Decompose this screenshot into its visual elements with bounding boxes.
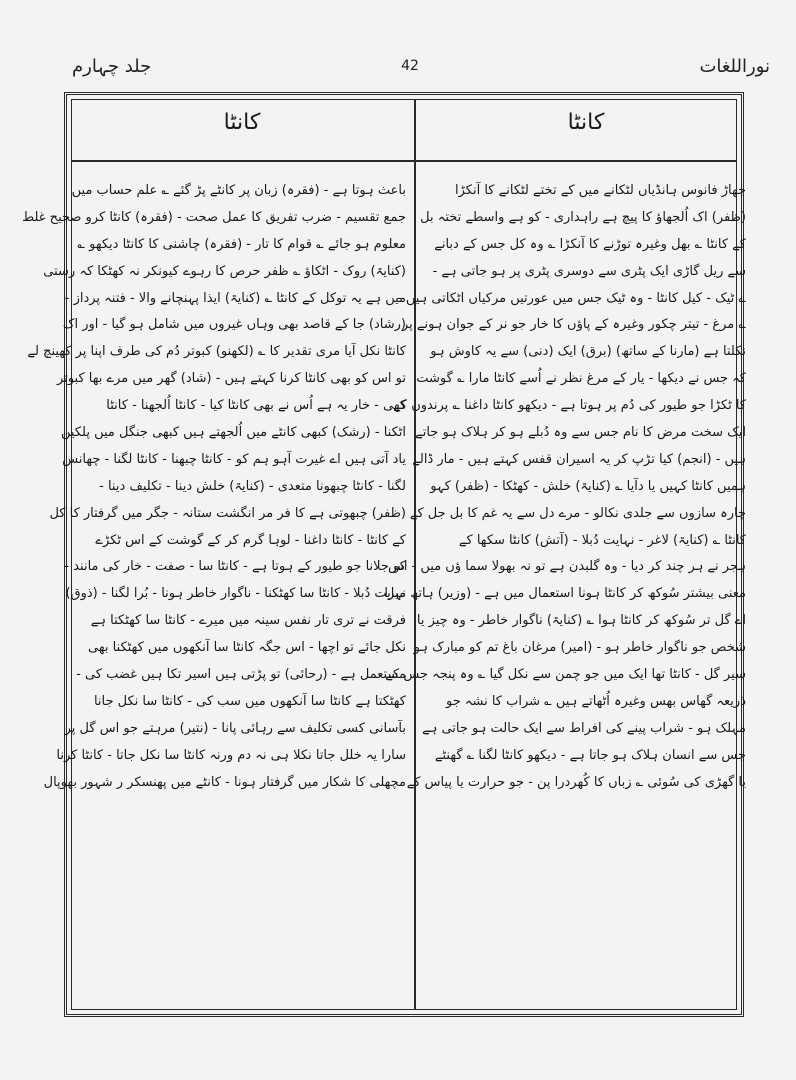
left-column-line: (کنایۃ) روک - اٹکاؤ ؎ ظفر حرص کا رہوے کیونکر نہ کھٹکا کہ رستی bbox=[43, 263, 406, 279]
left-column-line: کو جلانا جو طیور کے ہوتا ہے - کانٹا سا - صفت - خار کی مانند - bbox=[64, 559, 406, 575]
left-column-line: معلوم ہو جائے ؎ قوام کا تار - (فقرہ) چاشنی کا کانٹا دیکھو ؎ bbox=[77, 236, 406, 252]
right-column-line: (ظفر) اک اُلجھاؤ کا پیچ ہے راہداری - کو ہے واسطے تختہ بل bbox=[420, 209, 746, 225]
column-heading-row bbox=[72, 100, 736, 162]
left-column-line: بآسانی کسی تکلیف سے رہائی پانا - (نتیر) مرہتے جو اس گل پر bbox=[64, 720, 406, 736]
right-column-line: ہجر نے ہر چند کر دیا - وہ گلبدن ہے تو نہ بھولا سما ؤں میں - اس bbox=[387, 559, 746, 575]
text-frame bbox=[22, 92, 746, 1017]
right-column-line: کانٹا ؎ (کنایۃ) لاغر - نہایت دُبلا - (آتش) کانٹا سکھا کے bbox=[458, 532, 746, 548]
right-column-line: مہلک ہو - شراب پینے کی افراط سے ایک حالت ہو جاتی ہے bbox=[422, 720, 746, 736]
left-column-line: جمع تقسیم - ضرب تفریق کا عمل صحت - (فقرہ) کانٹا کرو صحیح غلط bbox=[22, 209, 406, 225]
left-column-line: مستعمل ہے - (رحائی) تو پڑتی ہیں اسیر تکا ہیں غضب کی - bbox=[76, 667, 406, 683]
book-title: نوراللغات bbox=[699, 56, 770, 77]
left-column-line: کھٹکتا ہے کانٹا سا آنکھوں میں سب کی - کانٹا سا نکل جانا bbox=[93, 693, 406, 709]
inner-border bbox=[22, 99, 746, 1010]
left-column-line: لگنا - کانٹا چبھونا متعدی - (کنایۃ) خلش دینا - تکلیف دینا - bbox=[99, 478, 406, 494]
right-column-line: کا ٹکڑا جو طیور کی دُم پر ہوتا ہے - دیکھو کانٹا داغنا ؎ پرندوں کے bbox=[393, 398, 746, 414]
right-column-line: نکلتا ہے (مارنا کے ساتھ) (برق) ایک (دنی) سے یہ کاوش ہو bbox=[430, 344, 746, 360]
left-column-line: نہایت دُبلا - کانٹا سا کھٹکنا - ناگوار خاطر ہونا - بُرا لگنا - (ذوق) bbox=[65, 586, 406, 602]
left-column-line: (رشاد) جا کے قاصد بھی وہاں غیروں میں شامل ہو گیا - اور اک bbox=[62, 317, 406, 333]
left-column-line: کے کانٹا - کانٹا داغنا - لوہا گرم کر کے گوشت کے اس ٹکڑے bbox=[95, 532, 406, 548]
left-column-line: (ظفر) چبھوتی ہے کا فر مر انگشت ستانہ - جگر میں گرفتار کا کل bbox=[49, 505, 406, 521]
right-column-line: شخص جو ناگوار خاطر ہو - (امیر) مرغان باغ تم کو مبارک ہو bbox=[413, 640, 746, 656]
right-column-line: سے ریل گاڑی ایک پٹری سے دوسری پٹری پر ہو جاتی ہے - bbox=[432, 263, 746, 279]
left-column-heading: کانٹا bbox=[223, 110, 261, 135]
right-column-line: ذریعہ گھاس بھس وغیرہ اُٹھاتے ہیں ؎ شراب کا نشہ جو bbox=[445, 693, 746, 709]
right-column-line: معنی بیشتر سُوکھ کر کانٹا ہونا استعمال میں ہے - (وزیر) ہاتھ میرا bbox=[384, 586, 746, 602]
left-column-line: تو اس کو بھی کانٹا کرنا کہتے ہیں - (شاد) گھر میں مرے بھا کبوتر bbox=[57, 371, 406, 387]
right-column-line: ہیں - (انجم) کیا تڑپ کر یہ اسیران قفس کہتے ہیں - مار ڈالے bbox=[412, 451, 746, 467]
right-column-line: چارہ سازوں سے جلدی نکالو - مرے دل سے یہ غم کا بل جل کے bbox=[409, 505, 746, 521]
right-column-line: ایک سخت مرض کا نام جس سے وہ دُبلے ہو کر ہلاک ہو جاتے bbox=[415, 425, 746, 441]
right-column-line: جس سے انسان ہلاک ہو جاتا ہے - دیکھو کانٹا لگنا ؎ گھنٹے bbox=[434, 747, 746, 763]
left-column-line: اٹکنا - (رشک) کبھی کانٹے میں اُلجھتے ہیں کبھی جنگل میں پلکیں bbox=[61, 425, 406, 441]
left-column-line: کانٹا نکل آیا مری تقدیر کا ؎ (لکھنو) کبوتر دُم کی طرف اپنا پر کھینچ لے bbox=[27, 344, 406, 360]
right-column-line: ؎ ٹیک - کیل کانٹا - وہ ٹیک جس میں عورتیں مرکیاں اٹکاتی ہیں - bbox=[397, 290, 746, 306]
right-column-line: ؎ مرغ - تیتر چکور وغیرہ کے پاؤں کا خار جو نر کے جوان ہونے پر bbox=[401, 317, 746, 333]
right-column-line: سیر گل - کانٹا تھا ایک میں جو چمن سے نکل گیا ؎ وہ پنجہ جس کے bbox=[385, 667, 746, 683]
volume-label: جلد چہارم bbox=[72, 56, 152, 77]
right-column-line: یا گھڑی کی سُوئی ؎ زباں کا کُھردرا پن - جو حرارت یا پیاس کے bbox=[406, 774, 746, 790]
left-column-line: مچھلی کا شکار میں گرفتار ہونا - کانٹے میں پھنسکر ر شہور بھوپال bbox=[43, 774, 406, 790]
right-column-line: اے گل تر سُوکھ کر کانٹا ہوا ؎ (کنایۃ) ناگوار خاطر - وہ چیز یا bbox=[416, 613, 746, 629]
left-column-line: فرقت نے تری تار نفس سینہ میں میرے - کانٹا سا کھٹکتا ہے bbox=[90, 613, 406, 629]
right-column-line: ہمیں کانٹا کہیں یا دآیا ؎ (کنایۃ) خلش - کھٹکا - (ظفر) کہو bbox=[430, 478, 746, 494]
right-column-line: کے کانٹا ؎ بھل وغیرہ توڑنے کا آنکڑا ؎ وہ کل جس کے دبانے bbox=[434, 236, 746, 252]
left-column-line: سارا یہ خلل جاتا نکلا ہی نہ دم ورنہ کانٹا سا نکل جاتا - کانٹا کرنا bbox=[56, 747, 406, 763]
page-number: 42 bbox=[401, 58, 419, 74]
left-column-line: باعث ہوتا ہے - (فقرہ) زبان پر کانٹے پڑ گئے ؎ علم حساب میں bbox=[71, 183, 406, 198]
right-column-text bbox=[384, 178, 746, 1003]
right-column-heading: کانٹا bbox=[567, 110, 605, 135]
left-column-line: نکل جائے تو اچھا - اس جگہ کانٹا سا آنکھوں میں کھٹکنا بھی bbox=[88, 640, 406, 656]
left-column-line: یاد آتی ہیں اے غیرت آہو ہم کو - کانٹا چبھنا - کانٹا لگنا - چھانس bbox=[62, 451, 406, 467]
left-column-text bbox=[22, 178, 406, 1003]
left-column-line: میں ہے یہ توکل کے کانٹا ؎ (کنایۃ) ایذا پہنچانے والا - فتنہ پرداز - bbox=[64, 290, 406, 306]
left-column-line: کھی - خار یہ ہے اُس نے بھی کانٹا کیا - کانٹا اُلجھنا - کانٹا bbox=[106, 398, 406, 414]
right-column-line: جھاڑ فانوس ہانڈیاں لٹکانے میں کے تختے لٹکانے کا آنکڑا bbox=[455, 183, 746, 198]
right-column-line: کہ جس نے دیکھا - یار کے مرغ نظر نے اُسے کانٹا مارا ؎ گوشت bbox=[416, 371, 746, 387]
